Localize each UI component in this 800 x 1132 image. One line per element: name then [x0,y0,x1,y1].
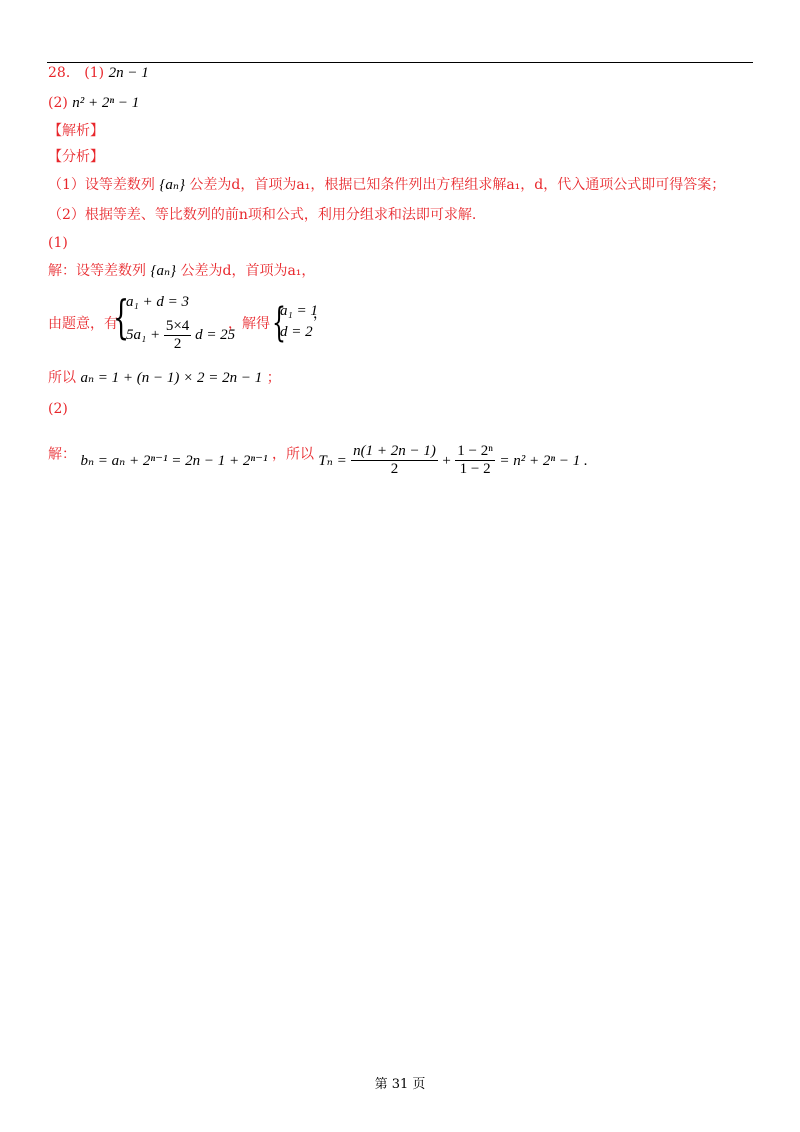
part-1-label: (1) [84,65,105,81]
answer-line-1 [48,64,149,82]
part-1-result [48,369,281,387]
part-2-solution [48,437,588,477]
header-rule [47,62,753,63]
fenxi-heading: 【分析】 [48,149,104,165]
system-2-tail: ， [313,306,327,322]
fraction-denominator: 2 [390,461,399,477]
bn-expr: bₙ = aₙ + 2ⁿ⁻¹ = 2n − 1 + 2ⁿ⁻¹ [80,452,268,469]
tn-label: Tₙ = [318,452,347,469]
solution-text: 公差为d，首项为a₁， [180,263,316,279]
left-brace-icon: { [272,300,286,346]
fraction-denominator: 1 − 2 [459,461,491,477]
fraction-denominator: 2 [173,336,182,352]
part-1-heading: (1) [48,235,68,251]
jiexi-heading: 【解析】 [48,123,104,139]
part-2-heading: (2) [48,401,68,417]
fraction-numerator: n(1 + 2n − 1) [353,443,436,459]
sequence-notation: {aₙ} [159,177,185,193]
eq-term: d = 25 [195,326,236,343]
system-1-eq-2 [126,318,235,353]
eq-term: 5a₁ + [126,326,161,343]
part-2-label: (2) [48,95,68,111]
sequence-notation: {aₙ} [150,263,177,279]
fraction-2 [455,443,495,478]
solve-prefix: ，解得 [228,316,270,332]
solution-text: 解：设等差数列 [48,263,146,279]
part-1-solution-intro [48,262,315,280]
system-1-eq-1: a₁ + d = 3 [126,294,189,310]
analysis-line-1 [48,176,725,194]
given-prefix: 由题意，有 [48,316,118,332]
left-brace-icon: { [113,290,130,344]
fraction [164,318,191,353]
fraction-1 [351,443,438,478]
analysis-text: （1）设等差数列 [48,177,155,193]
page-footer: 第 31 页 [374,1077,426,1092]
fraction-numerator: 5×4 [165,318,190,334]
result-prefix: 所以 [48,370,76,386]
question-number: 28． [48,65,80,81]
solution-text: ，所以 [271,446,314,463]
plus-sign: + [442,452,451,469]
system-2-eq-1: a₁ = 1 [280,303,318,319]
answer-1-expr: 2n − 1 [108,65,149,81]
tn-result: = n² + 2ⁿ − 1 . [499,452,588,469]
solution-prefix: 解： [48,446,76,463]
result-tail: ； [266,370,281,386]
analysis-text: 公差为d，首项为a₁，根据已知条件列出方程组求解a₁，d，代入通项公式即可得答案； [189,177,726,193]
analysis-line-2: （2）根据等差、等比数列的前n项和公式，利用分组求和法即可求解. [48,207,477,223]
result-expr: aₙ = 1 + (n − 1) × 2 = 2n − 1 [80,370,263,386]
fraction-numerator: 1 − 2ⁿ [457,443,493,459]
answer-2-expr: n² + 2ⁿ − 1 [72,95,140,111]
system-2-eq-2: d = 2 [280,324,313,340]
answer-line-2 [48,94,139,112]
